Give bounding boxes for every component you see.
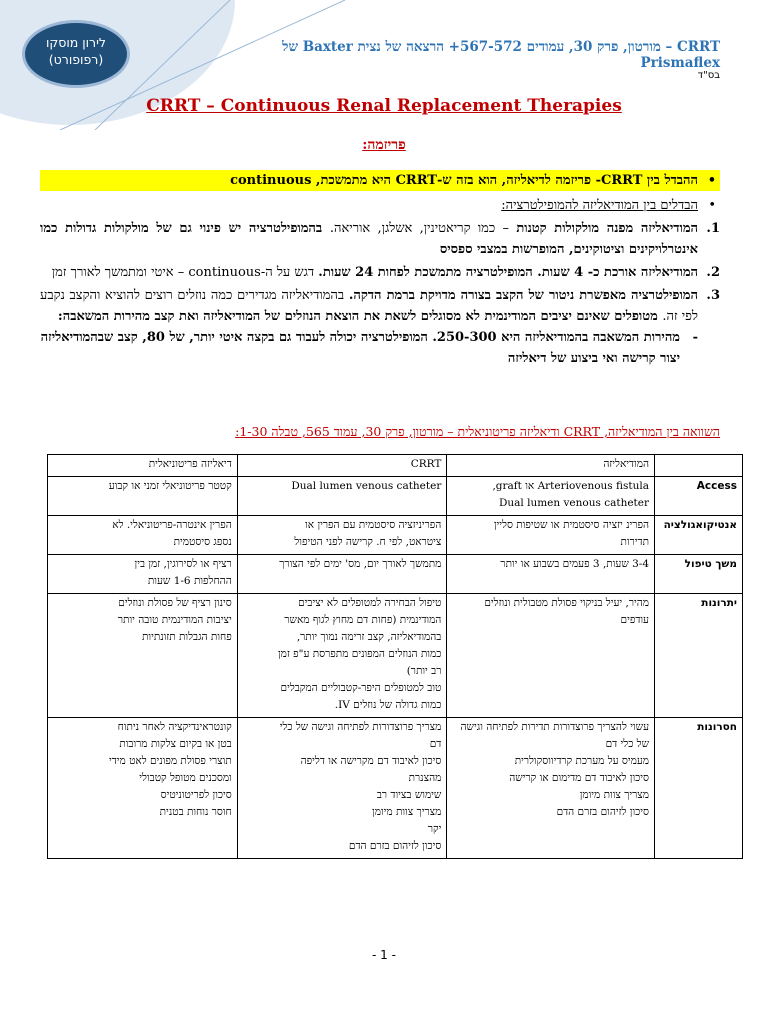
item-text: דגש על ה-continuous – איטי ומתמשך לאורך זמן <box>51 265 319 280</box>
item-number: 1. <box>706 221 720 236</box>
cell-line: מעמיס על מערכת קרדיווסקולרית <box>514 755 650 767</box>
table-cell <box>237 718 447 859</box>
row-header: אנטיקואגולציה <box>655 516 743 555</box>
cell-line: עודפים <box>620 614 650 626</box>
table-row <box>48 555 743 594</box>
cell-line: ציטראט, לפי ח. קרישה לפני הטיפול <box>294 536 442 548</box>
table-cell <box>48 477 238 516</box>
item-text: בהמודיאליזה מגדירים כמה נוזלים רוצים להוציא והקצב נקבע לפי זה. <box>40 288 698 324</box>
cell-line: רציף או לסירוגין, זמן בין <box>134 558 232 570</box>
cell-line: 3-4 שעות, 3 פעמים בשבוע או יותר <box>500 558 650 570</box>
numbered-item-2 <box>40 262 720 283</box>
table-cell <box>447 555 655 594</box>
table-row <box>48 594 743 718</box>
item-bold-end: בהמופילטרציה יש פינוי גם של מולקולות גדולות כמו אינטרלויקינים וציטוקינים, המופרשות במצבי ספסיס <box>40 221 698 257</box>
cell-line: קונטראינדיקציה לאחר ניתוח <box>117 721 232 733</box>
cell-line: סיכון לאיבוד דם מקרישה או דליפה <box>300 755 442 767</box>
cell-line: הפרין אינטרה-פריטוניאלי. לא <box>112 519 232 531</box>
plain-bullet <box>40 195 720 216</box>
table-cell <box>447 594 655 718</box>
table-caption: השוואה בין המודיאליזה, CRRT ודיאליזה פריטוניאלית – מורטון, פרק 30, עמוד 565, טבלה 1-30: <box>235 424 720 439</box>
bsd-mark: בס"ד <box>697 70 720 81</box>
table-cell <box>48 718 238 859</box>
cell-line: דם <box>429 738 442 750</box>
bullet-dot-icon: • <box>707 173 716 188</box>
author-maiden-name: (רפופורט) <box>48 52 104 67</box>
numbered-item-1 <box>40 218 720 260</box>
cell-line: חוסר נוחות בטנית <box>159 806 232 818</box>
cell-line: סיכון לאיבוד דם מדימום או קרישה <box>509 772 650 784</box>
cell-line: סיכון לזיהום בזרם הדם <box>348 840 442 852</box>
cell-line: של כלי דם <box>605 738 650 750</box>
cell-line: שימוש בציוד רב <box>376 789 442 801</box>
numbered-item-3 <box>40 285 720 327</box>
cell-line: ההחלפות 1-6 שעות <box>147 575 232 587</box>
author-badge <box>22 20 130 88</box>
row-header: יתרונות <box>655 594 743 718</box>
cell-line: Dual lumen venous catheter <box>291 480 442 492</box>
cell-line: טוב למטופלים היפר-קטבוליים המקבלים <box>280 682 442 694</box>
table-cell <box>48 555 238 594</box>
row-header: Access <box>655 477 743 516</box>
row-header: חסרונות <box>655 718 743 859</box>
cell-line: עשוי להצריך פרוצדורות תדירות לפתיחה וגישה <box>460 721 650 733</box>
author-name: לירון מוסקו <box>45 35 107 50</box>
table-cell <box>48 594 238 718</box>
cell-line: סינון רציף של פסולת ונוזלים <box>118 597 232 609</box>
cell-line: יציבות המודינמית טובה יותר <box>117 614 232 626</box>
table-header-row <box>48 455 743 477</box>
table-row <box>48 718 743 859</box>
table-cell <box>447 477 655 516</box>
cell-line: כמות הנוזלים המפונים מתפרסת ע"פ זמן <box>278 648 442 660</box>
bullet-dot-icon: • <box>708 198 716 213</box>
cell-line: בטן או בקיום צלקות מרובות <box>119 738 232 750</box>
header-cell-crrt: CRRT <box>237 455 447 477</box>
cell-line: Arteriovenous fistula או graft, <box>492 480 650 492</box>
cell-line: כמות גדולה של נוזלים IV. <box>334 699 442 711</box>
cell-line: מהיר, יעיל בניקוי פסולת מטבולית ונוזלים <box>484 597 650 609</box>
row-header: משך טיפול <box>655 555 743 594</box>
cell-line: מצריך צוות מיומן <box>372 806 442 818</box>
cell-line: סיכון לפריטוניטיס <box>160 789 232 801</box>
cell-line: פחות הגבלות תזונתיות <box>142 631 232 643</box>
cell-line: תדירות <box>620 536 650 548</box>
highlighted-bullet-text: ההבדל בין CRRT- פריזמה לדיאליזה, הוא בזה ש-CRRT היא מתמשכת, continuous <box>230 173 698 188</box>
cell-line: סיכון לזיהום בזרם הדם <box>556 806 650 818</box>
item-bold-start: המופילטרציה מאפשרת ניטור של הקצב בצורה מדויקת ברמת הדקה. <box>348 288 698 303</box>
cell-line: הפריניזציה סיסטמית עם הפרין או <box>305 519 442 531</box>
table-cell <box>237 516 447 555</box>
item-bold-start: המודיאליזה אורכת כ- 4 שעות. המופילטרציה מתמשכת לפחות 24 שעות. <box>318 265 698 280</box>
cell-line: מתמשך לאורך יום, מס' ימים לפי הצורך <box>279 558 442 570</box>
cell-line: טיפול הבחירה למטופלים לא יציבים <box>298 597 442 609</box>
item-text: – כמו קריאטינין, אשלגן, אוריאה. <box>329 221 517 236</box>
header-cell-hemodialysis: המודיאליזה <box>447 455 655 477</box>
cell-line: Dual lumen venous catheter <box>498 497 650 509</box>
item-number: 2. <box>706 265 720 280</box>
header-cell-peritoneal: דיאליזה פריטוניאלית <box>48 455 238 477</box>
table-row <box>48 477 743 516</box>
cell-line: מצריך צוות מיומן <box>579 789 650 801</box>
cell-line: יקר <box>427 823 442 835</box>
item-bold-start: המודיאליזה מפנה מולקולות קטנות <box>516 221 699 236</box>
table-row <box>48 516 743 555</box>
table-cell <box>237 594 447 718</box>
plain-bullet-text: הבדלים בין המודיאליזה להמופילטרציה: <box>501 198 698 213</box>
page-number: - 1 - <box>372 948 396 962</box>
table-cell <box>237 555 447 594</box>
cell-line: המודינמית (פחות דם מחוץ לגוף מאשר <box>284 614 442 626</box>
table-cell <box>48 516 238 555</box>
cell-line: ומסכנים מטופל קטבולי <box>139 772 232 784</box>
bullet-section <box>40 170 720 369</box>
cell-line: תוצרי פסולת מפונים לאט מידי <box>108 755 232 767</box>
table-cell <box>447 516 655 555</box>
highlighted-bullet <box>40 170 720 191</box>
comparison-table <box>47 454 743 859</box>
document-title: CRRT – Continuous Renal Replacement Therapies <box>146 96 622 116</box>
sub-item-text: מהירות המשאבה בהמודיאליזה היא 250-300. המופילטרציה יכולה לעבוד גם בקצה איטי יותר, של 80, קצב שבהמודיאליזה יצור קרישה ואי ביצוע של דיאליזה <box>40 330 680 366</box>
cell-line: קטטר פריטוניאלי זמני או קבוע <box>108 480 232 492</box>
cell-line: נספג סיסטמית <box>173 536 232 548</box>
cell-line: הפרינ יזציה סיסטמית או שטיפות סליין <box>493 519 650 531</box>
header-cell-empty <box>655 455 743 477</box>
dash-icon: - <box>692 330 698 345</box>
cell-line: מהצנרת <box>408 772 442 784</box>
table-cell <box>237 477 447 516</box>
item-bold-end: מטופלים שאינם יציבים המודינמית לא מסוגלים לשאת את הוצאת הנוזלים של המודיאליזה ואת קצב מהירות המשאבה: <box>57 309 663 324</box>
sub-item-pump-speed <box>40 327 720 369</box>
document-header: CRRT – מורטון, פרק 30, עמודים 567-572+ הרצאה של נצית Baxter של Prismaflex <box>282 39 720 71</box>
cell-line: רב יותר) <box>406 665 442 677</box>
item-number: 3. <box>706 288 720 303</box>
cell-line: מצריך פרוצדורות לפתיחה וגישה של כלי <box>279 721 442 733</box>
cell-line: בהמודיאליזה, קצב זרימה נמוך יותר, <box>296 631 442 643</box>
table-cell <box>447 718 655 859</box>
section-title: פריזמה: <box>362 137 406 153</box>
